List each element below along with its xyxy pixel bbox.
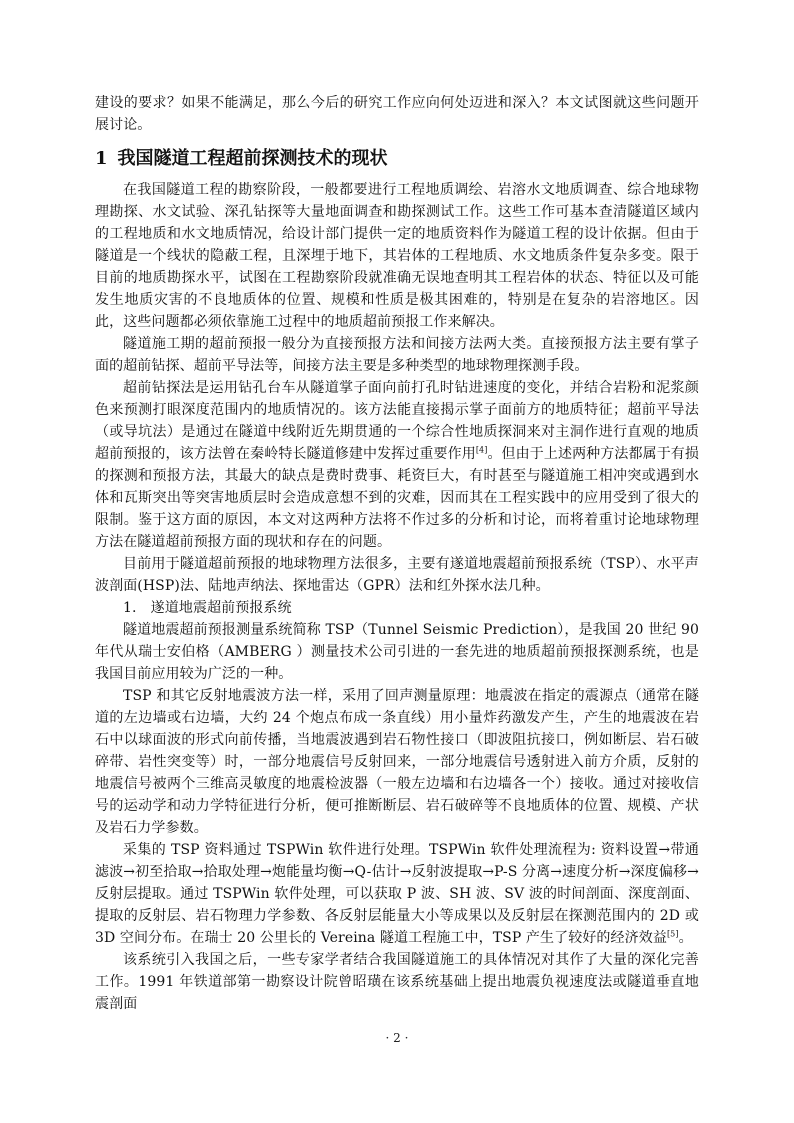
- paragraph-tsp-processing-tail: 。: [678, 930, 693, 946]
- subsection-heading: [95, 597, 699, 619]
- paragraph-drilling-tail: 。但由于上述两种方法都属于有损的探测和预报方法，其最大的缺点是费时费事、耗资巨大，有时甚至与隧道施工相冲突或遇到水体和瓦斯突出等突害地质层时会造成意想不到的灾难，因而其在工程实践中的应用受到了很大的限制。鉴于这方面的原因，本文对这两种方法将不作过多的分析和讨论，而将着重讨论地球物理方法在隧道超前预报方面的现状和存在的问题。: [95, 446, 700, 550]
- citation-ref: [4]: [475, 445, 488, 455]
- paragraph-tsp-principle: TSP 和其它反射地震波方法一样，采用了回声测量原理：地震波在指定的震源点（通常在隧道的左边墙或右边墙，大约 24 个炮点布成一条直线）用小量炸药激发产生，产生的地震波在岩石中以球面波的形式向前传播，当地震波遇到岩石物性接口（即波阻抗接口，例如断层、岩石破碎带、岩性突变等）时，一部分地震信号反射回来，一部分地震信号透射进入前方介质，反射的地震信号被两个三维高灵敏度的地震检波器（一般左边墙和右边墙各一个）接收。通过对接收信号的运动学和动力学特征进行分析，便可推断断层、岩石破碎等不良地质体的位置、规模、产状及岩石力学参数。: [95, 688, 699, 836]
- section-heading: [95, 144, 699, 174]
- section-title: 我国隧道工程超前探测技术的现状: [117, 148, 388, 169]
- paragraph-drilling-text: 超前钻探法是运用钻孔台车从隧道掌子面向前打孔时钻进速度的变化，并结合岩粉和泥浆颜色来预测打眼深度范围内的地质情况的。该方法能直接揭示掌子面前方的地质特征；超前平导法（或导坑法）是通过在隧道中线附近先期贯通的一个综合性地质探洞来对主洞作进行直观的地质超前预报的，该方法曾在秦岭特长隧道修建中发挥过重要作用: [95, 380, 699, 462]
- paragraph-tsp-processing-text: 采集的 TSP 资料通过 TSPWin 软件进行处理。TSPWin 软件处理流程为: 资料设置→带通滤波→初至拾取→拾取处理→炮能量均衡→Q-估计→反射波提取→P-S 分离→速度分析→深度偏移→反射层提取。通过 TSPWin 软件处理，可以获取 P 波、SH 波、SV 波的时间剖面、深度剖面、提取的反射层、岩石物理力学参数、各反射层能量大小等成果以及反射层在探测范围内的 2D 或 3D 空间分布。在瑞士 20 公里长的 Vereina 隧道工程施工中，TSP 产生了较好的经济效益: [95, 842, 699, 946]
- continuation-paragraph: 建设的要求？如果不能满足，那么今后的研究工作应向何处迈进和深入？本文试图就这些问题开展讨论。: [95, 95, 699, 133]
- page-number: · 2 ·: [385, 1031, 409, 1045]
- citation-ref: [5]: [666, 929, 679, 939]
- subsection-title: 遂道地震超前预报系统: [150, 600, 292, 616]
- paragraph-tsp-china: 该系统引入我国之后，一些专家学者结合我国隧道施工的具体情况对其作了大量的深化完善工作。1991 年铁道部第一勘察设计院曾昭璜在该系统基础上提出地震负视速度法或隧道垂直地震剖面: [95, 952, 699, 1012]
- document-body: [95, 92, 699, 1015]
- paragraph-methods: 隧道施工期的超前预报一般分为直接预报方法和间接方法两大类。直接预报方法主要有掌子面的超前钻探、超前平导法等，间接方法主要是多种类型的地球物理探测手段。: [95, 336, 699, 374]
- subsection-number: 1.: [123, 600, 137, 616]
- paragraph-tsp-processing: [95, 839, 699, 949]
- paragraph-survey: 在我国隧道工程的勘察阶段，一般都要进行工程地质调绘、岩溶水文地质调查、综合地球物理勘探、水文试验、深孔钻探等大量地面调查和勘探测试工作。这些工作可基本查清隧道区域内的工程地质和水文地质情况，给设计部门提供一定的地质资料作为隧道工程的设计依据。但由于隧道是一个线状的隐蔽工程，且深埋于地下，其岩体的工程地质、水文地质条件复杂多变。限于目前的地质勘探水平，试图在工程勘察阶段就准确无误地查明其工程岩体的状态、特征以及可能发生地质灾害的不良地质体的位置、规模和性质是极其困难的，特别是在复杂的岩溶地区。因此，这些问题都必须依靠施工过程中的地质超前预报工作来解决。: [95, 182, 699, 330]
- paragraph-geophysics: 目前用于隧道超前预报的地球物理方法很多，主要有遂道地震超前预报系统（TSP）、水平声波剖面(HSP)法、陆地声纳法、探地雷达（GPR）法和红外探水法几种。: [95, 556, 699, 594]
- paragraph-drilling: [95, 377, 699, 553]
- section-number: 1: [95, 148, 108, 169]
- paragraph-tsp-intro: 隧道地震超前预报测量系统简称 TSP（Tunnel Seismic Prediction），是我国 20 世纪 90 年代从瑞士安伯格（AMBERG ）测量技术公司引进的一套先进的地质超前预报探测系统，也是我国目前应用较为广泛的一种。: [95, 622, 699, 682]
